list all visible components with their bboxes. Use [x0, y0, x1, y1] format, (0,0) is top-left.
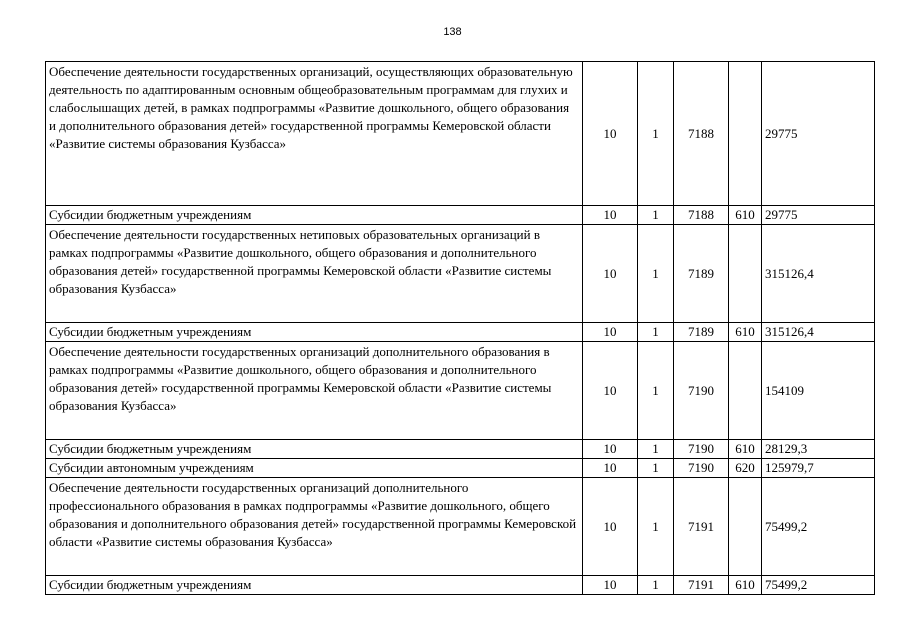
- row-amount: 315126,4: [762, 225, 875, 323]
- row-target: 7190: [674, 342, 729, 440]
- table-row: [46, 62, 875, 206]
- row-subsection: 1: [638, 323, 674, 342]
- row-name: Обеспечение деятельности государственных организаций, осуществляющих образовательную деятельность по адаптированным основным общеобразовательным программам для глухих и слабослышащих детей, в рамках подпрограммы «Развитие дошкольного, общего образования и дополнительного образования детей» государственной программы Кемеровской области «Развитие системы образования Кузбасса»: [46, 62, 583, 206]
- row-section: 10: [583, 206, 638, 225]
- row-expense-type: 610: [729, 323, 762, 342]
- row-subsection: 1: [638, 342, 674, 440]
- row-expense-type: 610: [729, 206, 762, 225]
- row-name: Обеспечение деятельности государственных нетиповых образовательных организаций в рамках подпрограммы «Развитие дошкольного, общего образования и дополнительного образования детей» государственной программы Кемеровской области «Развитие системы образования Кузбасса»: [46, 225, 583, 323]
- row-name: Субсидии бюджетным учреждениям: [46, 440, 583, 459]
- row-section: 10: [583, 478, 638, 576]
- table-row: [46, 576, 875, 595]
- row-section: 10: [583, 323, 638, 342]
- row-section: 10: [583, 225, 638, 323]
- row-section: 10: [583, 62, 638, 206]
- row-target: 7190: [674, 440, 729, 459]
- row-expense-type: 610: [729, 440, 762, 459]
- row-subsection: 1: [638, 206, 674, 225]
- table-row: [46, 342, 875, 440]
- row-amount: 29775: [762, 62, 875, 206]
- row-target: 7189: [674, 323, 729, 342]
- row-subsection: 1: [638, 478, 674, 576]
- row-expense-type: [729, 342, 762, 440]
- budget-table: [45, 61, 875, 595]
- row-target: 7188: [674, 206, 729, 225]
- row-target: 7190: [674, 459, 729, 478]
- row-amount: 154109: [762, 342, 875, 440]
- row-target: 7191: [674, 576, 729, 595]
- table-row: [46, 225, 875, 323]
- row-expense-type: [729, 225, 762, 323]
- row-name: Обеспечение деятельности государственных организаций дополнительного образования в рамках подпрограммы «Развитие дошкольного, общего образования и дополнительного образования детей» государственной программы Кемеровской области «Развитие системы образования Кузбасса»: [46, 342, 583, 440]
- row-name: Субсидии бюджетным учреждениям: [46, 576, 583, 595]
- row-amount: 75499,2: [762, 478, 875, 576]
- row-subsection: 1: [638, 459, 674, 478]
- page-number: 138: [443, 26, 462, 38]
- table-row: [46, 459, 875, 478]
- row-amount: 28129,3: [762, 440, 875, 459]
- row-target: 7188: [674, 62, 729, 206]
- row-section: 10: [583, 576, 638, 595]
- row-subsection: 1: [638, 576, 674, 595]
- table-row: [46, 206, 875, 225]
- row-name: Субсидии бюджетным учреждениям: [46, 323, 583, 342]
- row-section: 10: [583, 459, 638, 478]
- row-target: 7191: [674, 478, 729, 576]
- row-expense-type: [729, 478, 762, 576]
- row-subsection: 1: [638, 62, 674, 206]
- row-name: Субсидии бюджетным учреждениям: [46, 206, 583, 225]
- row-target: 7189: [674, 225, 729, 323]
- table-row: [46, 323, 875, 342]
- row-amount: 29775: [762, 206, 875, 225]
- row-name: Обеспечение деятельности государственных организаций дополнительного профессионального образования в рамках подпрограммы «Развитие дошкольного, общего образования и дополнительного образования детей» государственной программы Кемеровской области «Развитие системы образования Кузбасса»: [46, 478, 583, 576]
- row-subsection: 1: [638, 440, 674, 459]
- row-name: Субсидии автономным учреждениям: [46, 459, 583, 478]
- table-row: [46, 478, 875, 576]
- row-expense-type: [729, 62, 762, 206]
- row-amount: 125979,7: [762, 459, 875, 478]
- row-amount: 75499,2: [762, 576, 875, 595]
- row-section: 10: [583, 342, 638, 440]
- row-amount: 315126,4: [762, 323, 875, 342]
- row-expense-type: 610: [729, 576, 762, 595]
- row-section: 10: [583, 440, 638, 459]
- row-subsection: 1: [638, 225, 674, 323]
- row-expense-type: 620: [729, 459, 762, 478]
- table-row: [46, 440, 875, 459]
